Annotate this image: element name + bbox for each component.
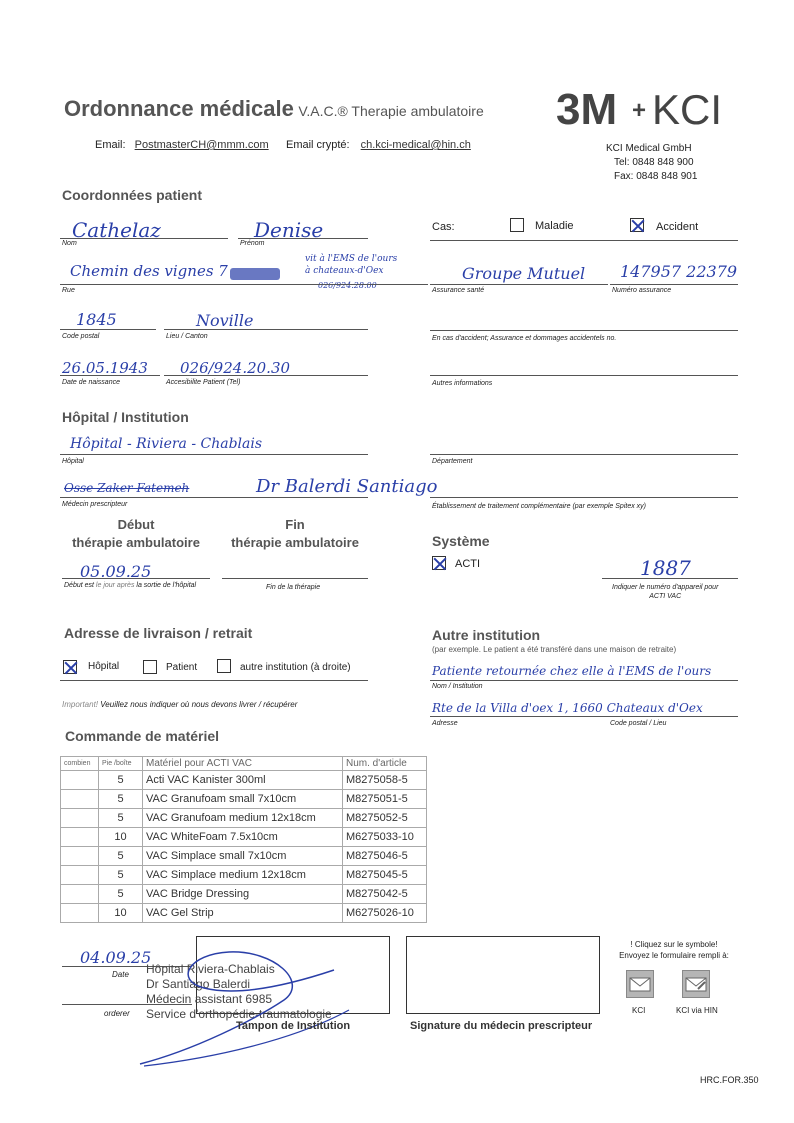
patient-prenom-value[interactable]: Denise [254,218,324,242]
svg-text:3M: 3M [556,85,618,130]
per-box-cell: 5 [99,790,143,809]
article-cell: M6275026-10 [343,904,427,923]
appareil-label-2: ACTI VAC [649,593,682,600]
header-combien: combien [61,757,99,771]
envoyez-text: Envoyez le formulaire rempli à: [619,951,729,960]
tel-value[interactable]: 026/924.20.30 [180,359,291,377]
lieu-label: Lieu / Canton [166,333,208,340]
qty-cell[interactable] [61,771,99,790]
material-name-cell: VAC Bridge Dressing [143,885,343,904]
debut-title-1: Début [117,517,155,532]
qty-cell[interactable] [61,809,99,828]
table-row [61,885,427,904]
autre-nom-value[interactable]: Patiente retournée chez elle à l'EMS de l'ours [432,664,712,678]
cas-line [430,240,738,241]
form-code: HRC.FOR.350 [700,1075,759,1085]
numero-assurance-label: Numéro assurance [612,287,672,294]
title: Ordonnance médicale [64,96,294,121]
company-fax: Fax: 0848 848 901 [614,171,698,182]
debut-label-c: la sortie de l'hôpital [136,582,197,589]
material-name-cell: VAC Simplace medium 12x18cm [143,866,343,885]
tel-line [164,375,368,376]
materiel-header-row [61,757,427,771]
appareil-value[interactable]: 1887 [640,556,691,580]
important-text: Veuillez nous indiquer où nous devons livrer / récupérer [100,700,298,709]
material-name-cell: VAC WhiteFoam 7.5x10cm [143,828,343,847]
per-box-cell: 5 [99,771,143,790]
material-name-cell: Acti VAC Kanister 300ml [143,771,343,790]
fin-label: Fin de la thérapie [266,584,321,591]
signature-scribble [134,940,364,1070]
qty-cell[interactable] [61,904,99,923]
autre-adresse-line [430,716,738,717]
autre-adresse-label: Adresse [432,720,458,727]
rue-note-3: 026/924.28.00 [318,281,377,290]
stamp-line-4: Service d'orthopédie-traumatologie [146,1007,332,1021]
rue-note-2: à chateaux-d'Oex [305,266,384,276]
table-row [61,809,427,828]
fin-title-1: Fin [285,517,305,532]
form-title [64,96,484,122]
send-instructions [612,939,736,961]
kci-icon-label: KCI [632,1006,646,1015]
tampon-label: Tampon de Institution [236,1020,351,1032]
debut-title-2: thérapie ambulatoire [72,535,200,550]
cliquez-text: ! Cliquez sur le symbole! [630,940,718,949]
code-postal-line [60,329,156,330]
subtitle: V.A.C.® Therapie ambulatoire [298,103,484,119]
header-pie-boite: Pie /boîte [99,757,143,771]
prenom-label: Prénom [240,240,265,247]
important-label: Important! [62,700,99,709]
company-name: KCI Medical GmbH [606,143,692,154]
numero-assurance-line [610,284,738,285]
medecin-line [60,497,368,498]
medecin-struck: Osse Zaker Fatemeh [64,481,190,495]
materiel-section-title: Commande de matériel [65,728,220,744]
logo-3m-kci [556,84,736,130]
livraison-line [60,680,368,681]
livraison-autre-checkbox[interactable] [217,659,231,673]
hin-mail-icon[interactable] [682,970,710,998]
assurance-value[interactable]: Groupe Mutuel [462,264,586,283]
stamp-line-2: Dr Santiago Balerdi [146,977,251,991]
email-label: Email: [95,139,126,151]
patient-nom-value[interactable]: Cathelaz [72,218,161,242]
maladie-label: Maladie [535,220,574,232]
livraison-hopital-checkbox[interactable] [63,660,77,674]
hopital-value[interactable]: Hôpital - Riviera - Chablais [70,436,263,452]
header-article: Num. d'article [343,757,427,771]
systeme-title: Système [432,533,490,549]
rue-note-1: vit à l'EMS de l'ours [305,254,398,264]
lieu-value[interactable]: Noville [196,311,254,330]
livraison-hopital-label: Hôpital [88,661,120,672]
article-cell: M8275052-5 [343,809,427,828]
accident-info-line [430,330,738,331]
departement-label: Département [432,458,473,465]
rue-label: Rue [62,287,75,294]
email-crypt-label: Email crypté: [286,139,350,151]
patient-rue-value[interactable]: Chemin des vignes 7 [70,262,228,280]
code-postal-value[interactable]: 1845 [76,310,117,329]
autres-label: Autres informations [432,380,493,387]
autres-line [430,375,738,376]
debut-line [62,578,210,579]
livraison-autre-label: autre institution (à droite) [240,662,351,673]
maladie-checkbox[interactable] [510,218,524,232]
numero-assurance-value[interactable]: 147957 22379 [620,262,738,281]
assurance-label: Assurance santé [432,287,485,294]
company-info [606,142,697,184]
svg-text:KCI: KCI [652,86,723,130]
nom-label: Nom [62,240,77,247]
per-box-cell: 5 [99,885,143,904]
material-name-cell: VAC Gel Strip [143,904,343,923]
svg-text:+: + [632,97,647,124]
per-box-cell: 5 [99,866,143,885]
signature-box[interactable] [406,936,600,1014]
per-box-cell: 5 [99,809,143,828]
table-row [61,771,427,790]
qty-cell[interactable] [61,847,99,866]
appareil-label-1: Indiquer le numéro d'appareil pour [612,584,719,591]
per-box-cell: 10 [99,828,143,847]
appareil-label [612,583,718,601]
fin-line [222,578,368,579]
acti-checkbox[interactable] [432,556,446,570]
qty-cell[interactable] [61,828,99,847]
table-row [61,904,427,923]
nom-line [60,238,228,239]
footer-date-label: Date [112,970,129,979]
footer-date-value[interactable]: 04.09.25 [80,948,152,967]
article-cell: M8275042-5 [343,885,427,904]
per-box-cell: 10 [99,904,143,923]
livraison-section-title: Adresse de livraison / retrait [64,625,253,641]
email-crypt-link[interactable]: ch.kci-medical@hin.ch [360,139,471,151]
tel-label: Accesibilite Patient (Tel) [166,379,241,386]
autre-adresse-value[interactable]: Rte de la Villa d'oex 1, 1660 Chateaux d'Oex [432,701,703,715]
accident-label: Accident [656,221,699,233]
article-cell: M8275046-5 [343,847,427,866]
etablissement-line [430,497,738,498]
signature-label: Signature du médecin prescripteur [410,1020,593,1032]
fin-title-2: thérapie ambulatoire [231,535,359,550]
important-note [62,700,297,709]
scribble-mark [230,268,280,280]
email-row [95,139,269,151]
debut-label-b: le jour après [95,582,135,589]
orderer-label: orderer [104,1009,130,1018]
debut-title [64,516,208,552]
medecin-value[interactable]: Dr Balerdi Santiago [256,476,438,497]
materiel-table [60,756,427,923]
rue-line [60,284,428,285]
material-name-cell: VAC Simplace small 7x10cm [143,847,343,866]
autre-code-label: Code postal / Lieu [610,720,667,727]
table-row [61,828,427,847]
date-naissance-value[interactable]: 26.05.1943 [62,359,148,377]
hopital-label: Hôpital [62,458,84,465]
company-tel: Tel: 0848 848 900 [614,157,694,168]
table-row [61,790,427,809]
etablissement-label: Établissement de traitement complémentaire (par exemple Spitex xy) [432,503,646,510]
stamp-line-3: Médecin assistant 6985 [146,992,273,1006]
livraison-patient-checkbox[interactable] [143,660,157,674]
email-link[interactable]: PostmasterCH@mmm.com [134,139,269,151]
assurance-line [430,284,608,285]
qty-cell[interactable] [61,866,99,885]
material-name-cell: VAC Granufoam small 7x10cm [143,790,343,809]
hopital-line [60,454,368,455]
hopital-section-title: Hôpital / Institution [62,409,189,425]
prenom-line [238,238,368,239]
qty-cell[interactable] [61,790,99,809]
debut-label [64,582,196,589]
material-name-cell: VAC Granufoam medium 12x18cm [143,809,343,828]
stamp-line-1: Hôpital Riviera-Chablais [146,962,275,976]
acti-label: ACTI [455,558,481,570]
accident-info-label: En cas d'accident; Assurance et dommages accidentels no. [432,335,617,342]
medecin-label: Médecin prescripteur [62,501,128,508]
livraison-patient-label: Patient [166,662,198,673]
table-row [61,847,427,866]
fin-title [222,516,368,552]
mail-envelope-icon[interactable] [626,970,654,998]
patient-section-title: Coordonnées patient [62,187,203,203]
date-naissance-label: Date de naissance [62,379,120,386]
email-crypt-row [286,139,471,151]
autre-institution-title: Autre institution [432,627,541,643]
code-postal-label: Code postal [62,333,100,340]
article-cell: M8275058-5 [343,771,427,790]
departement-line [430,454,738,455]
header-materiel: Matériel pour ACTI VAC [143,757,343,771]
lieu-line [164,329,368,330]
qty-cell[interactable] [61,885,99,904]
autre-institution-example: (par exemple. Le patient a été transféré dans une maison de retraite) [432,645,677,654]
accident-checkbox[interactable] [630,218,644,232]
table-row [61,866,427,885]
article-cell: M6275033-10 [343,828,427,847]
autre-nom-line [430,680,738,681]
date-naissance-line [60,375,160,376]
autre-nom-label: Nom / Institution [432,683,483,690]
article-cell: M8275051-5 [343,790,427,809]
cas-label: Cas: [432,221,455,233]
debut-label-a: Début est [64,582,94,589]
appareil-line [602,578,738,579]
per-box-cell: 5 [99,847,143,866]
hin-icon-label: KCI via HIN [676,1006,718,1015]
article-cell: M8275045-5 [343,866,427,885]
debut-date-value[interactable]: 05.09.25 [80,562,152,581]
